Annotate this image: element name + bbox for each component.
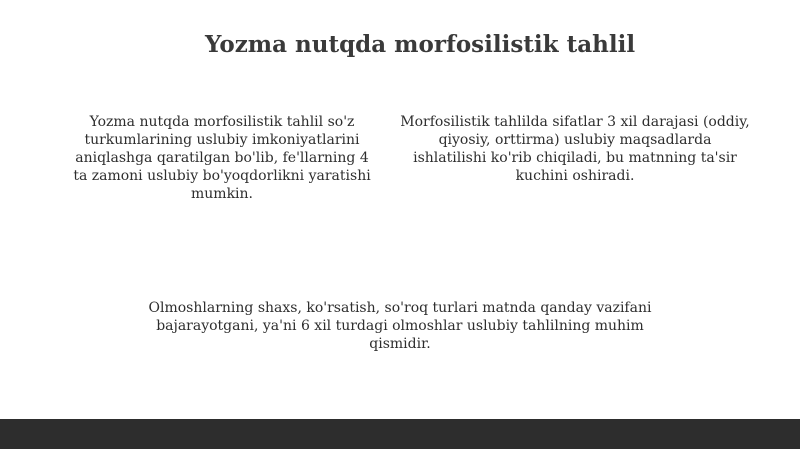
slide-title: Yozma nutqda morfosilistik tahlil bbox=[204, 31, 636, 58]
footer-bar bbox=[0, 419, 800, 449]
left-text-block: Yozma nutqda morfosilistik tahlil so'z turkumlarining uslubiy imkoniyatlarini aniqlashga qaratilgan bo'lib, fe'llarning 4 ta zamoni uslubiy bo'yoqdorlikni yaratishi mumkin. bbox=[73, 114, 371, 202]
right-text-block: Morfosilistik tahlilda sifatlar 3 xil darajasi (oddiy, qiyosiy, orttirma) uslubiy maqsadlarda ishlatilishi ko'rib chiqiladi, bu matnning ta'sir kuchini oshiradi. bbox=[400, 114, 750, 184]
bottom-text-block: Olmoshlarning shaxs, ko'rsatish, so'roq turlari matnda qanday vazifani bajarayotgani, ya'ni 6 xil turdagi olmoshlar uslubiy tahlilning muhim qismidir. bbox=[148, 300, 652, 352]
